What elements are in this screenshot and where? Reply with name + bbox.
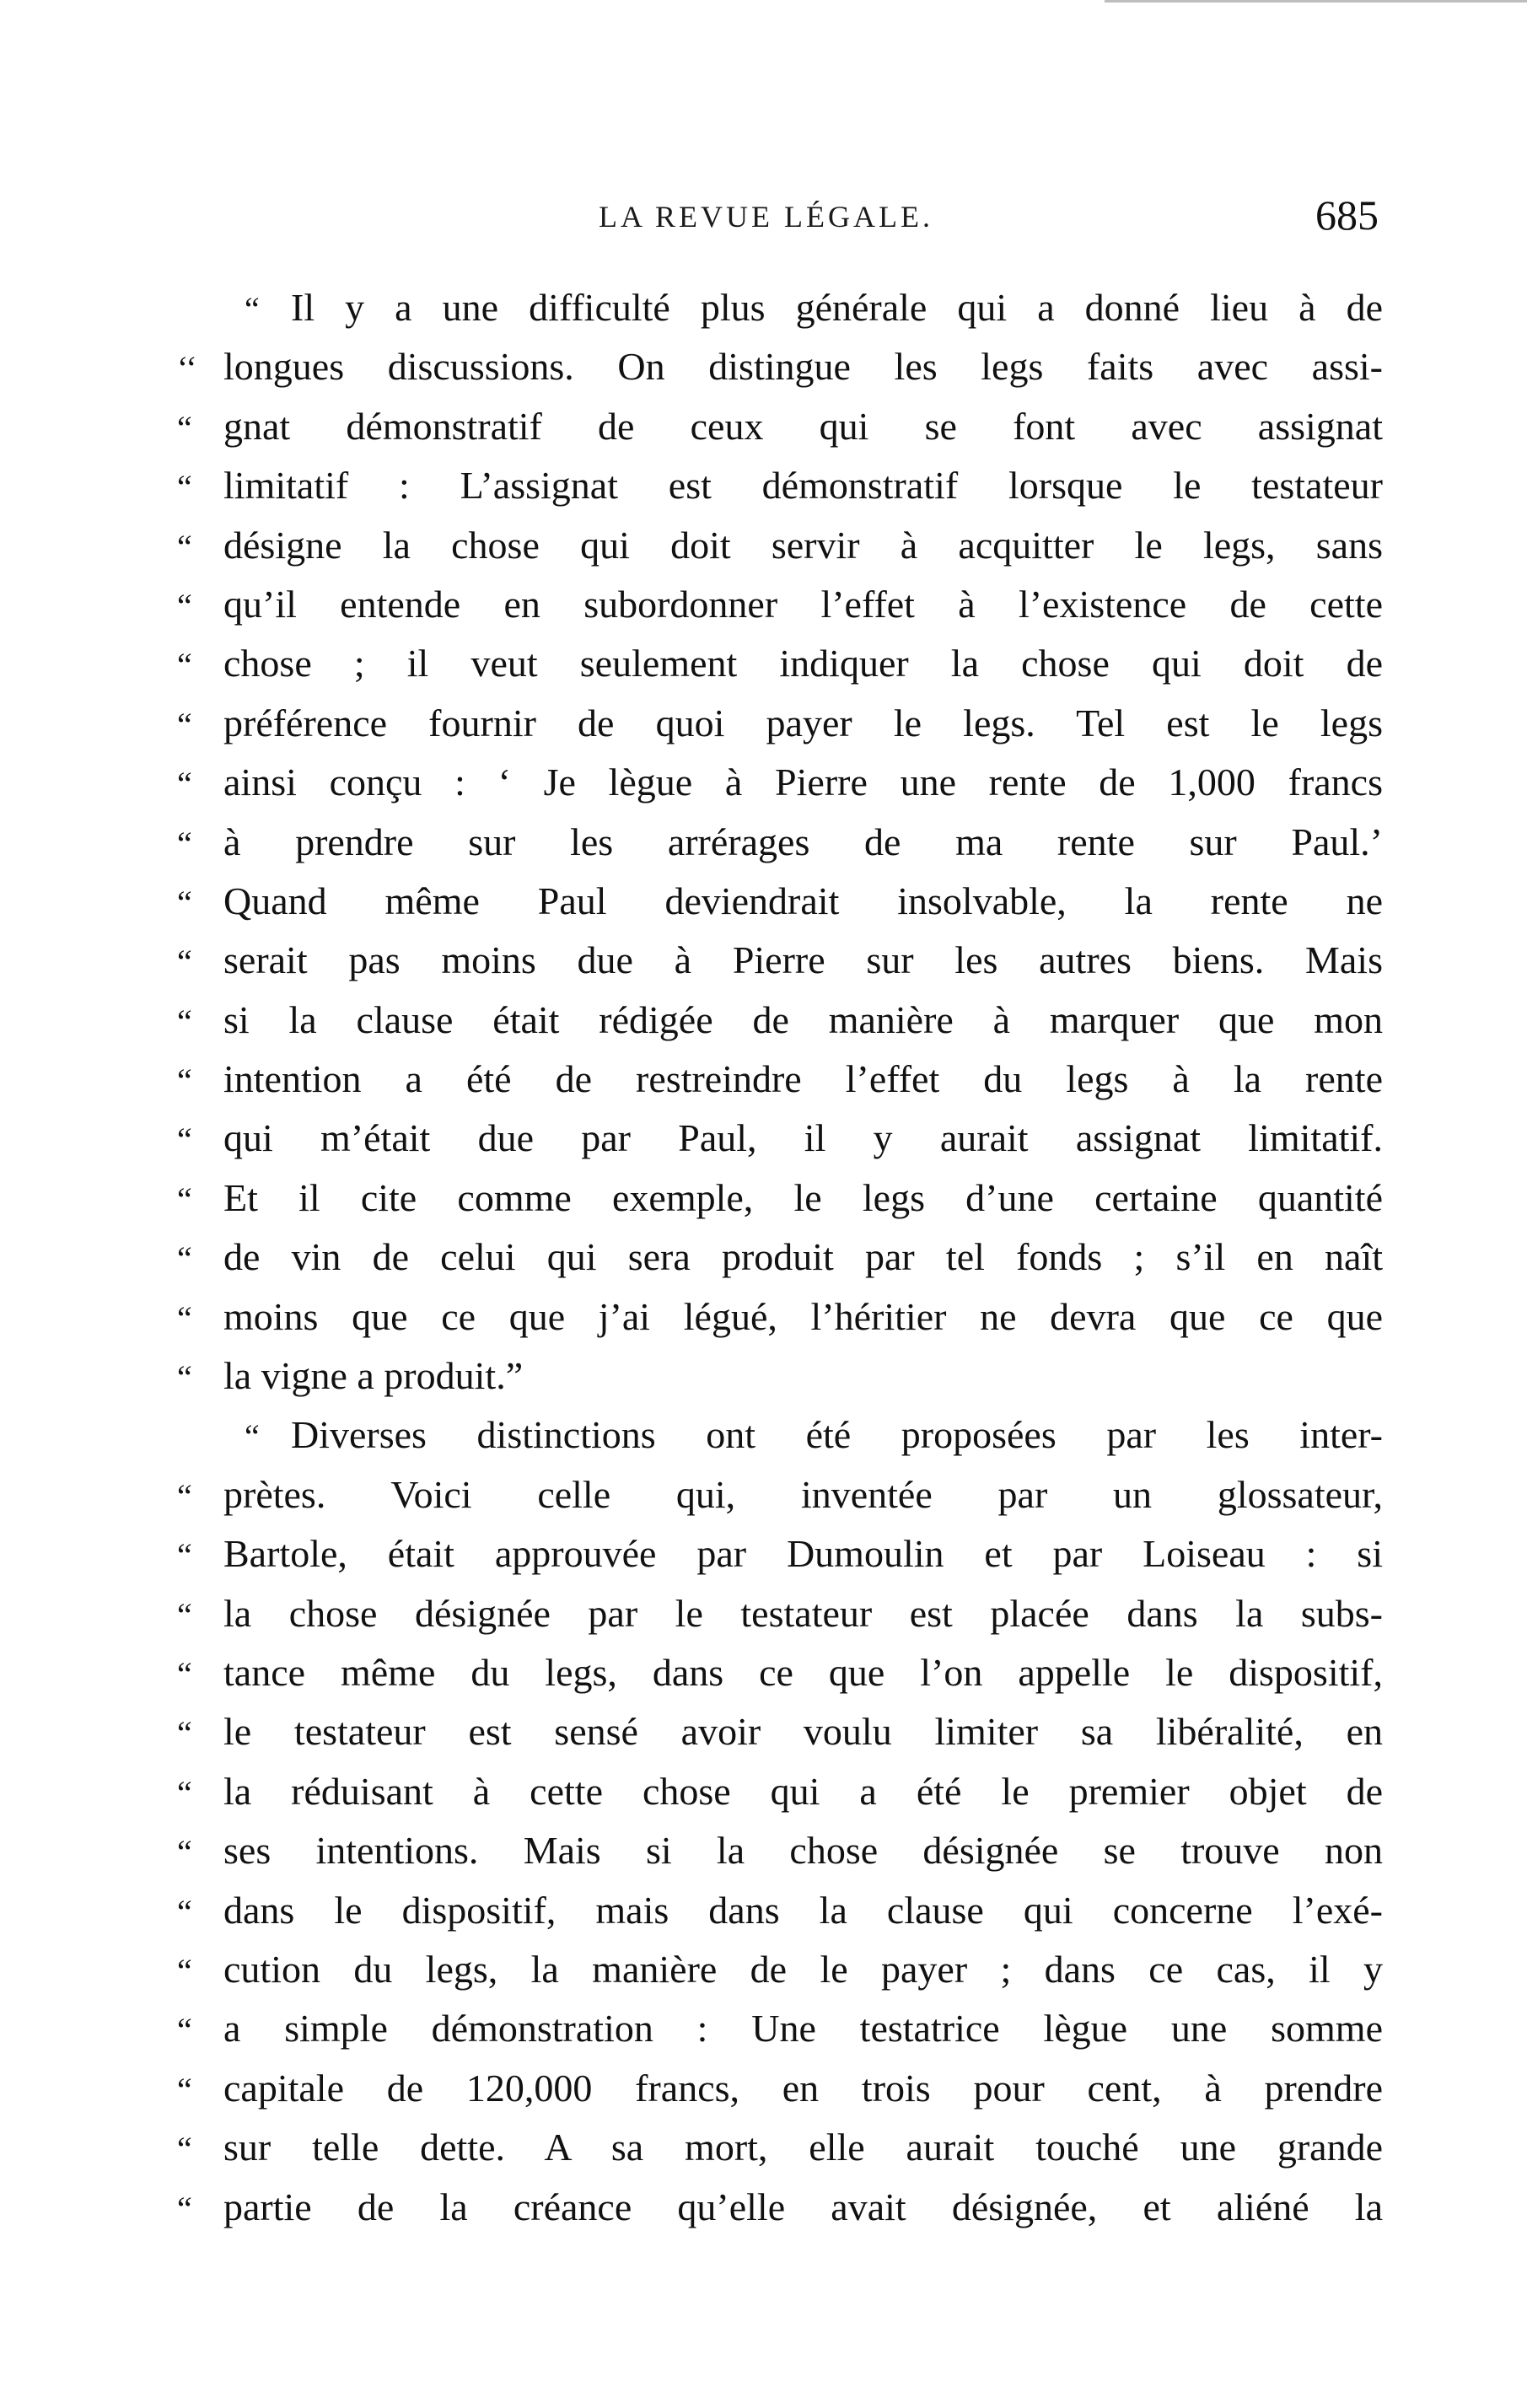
text-line xyxy=(177,1762,1383,1821)
text-line xyxy=(177,872,1383,931)
text-line xyxy=(177,575,1383,634)
running-head-title: LA REVUE LÉGALE. xyxy=(599,200,933,234)
text-line xyxy=(177,1702,1383,1761)
quote-mark: “ xyxy=(177,408,192,447)
line-text: limitatif : L’assignat est démonstratif lorsque le testateur xyxy=(223,464,1383,508)
quote-mark: “ xyxy=(177,1833,192,1872)
quote-mark: “ xyxy=(177,1358,192,1397)
text-line xyxy=(177,1169,1383,1228)
text-line xyxy=(177,1228,1383,1287)
line-text: si la clause était rédigée de manière à marquer que mon xyxy=(223,997,1383,1041)
text-line xyxy=(177,2118,1383,2177)
line-text: moins que ce que j’ai légué, l’héritier ne devra que ce que xyxy=(223,1294,1383,1338)
line-text: à prendre sur les arrérages de ma rente sur Paul.’ xyxy=(223,820,1383,863)
text-line xyxy=(177,813,1383,872)
quote-mark: “ xyxy=(177,1298,192,1337)
text-line xyxy=(177,1050,1383,1109)
text-line xyxy=(177,1406,1383,1465)
line-text: Il y a une difficulté plus générale qui a donné lieu à de xyxy=(291,286,1383,329)
line-text: la réduisant à cette chose qui a été le premier objet de xyxy=(223,1769,1383,1813)
line-text: sur telle dette. A sa mort, elle aurait touché une grande xyxy=(223,2126,1383,2169)
text-line xyxy=(177,694,1383,753)
quote-mark: “ xyxy=(177,1595,192,1634)
line-text: de vin de celui qui sera produit par tel fonds ; s’il en naît xyxy=(223,1235,1383,1279)
text-line xyxy=(177,1584,1383,1643)
line-text: ainsi conçu : ‘ Je lègue à Pierre une rente de 1,000 francs xyxy=(223,761,1383,804)
text-line xyxy=(177,278,1383,337)
page-number: 685 xyxy=(1315,191,1379,239)
line-text: ses intentions. Mais si la chose désignée se trouve non xyxy=(223,1829,1383,1873)
line-text: le testateur est sensé avoir voulu limiter sa libéralité, en xyxy=(223,1710,1383,1754)
text-line xyxy=(177,1940,1383,1999)
quote-mark: “ xyxy=(177,943,192,981)
line-text: capitale de 120,000 francs, en trois pour cent, à prendre xyxy=(223,2066,1383,2110)
line-text: prètes. Voici celle qui, inventée par un glossateur, xyxy=(223,1472,1383,1516)
line-text: qui m’était due par Paul, il y aurait assignat limitatif. xyxy=(223,1116,1383,1160)
quote-mark: “ xyxy=(177,1180,192,1218)
line-text: gnat démonstratif de ceux qui se font avec assignat xyxy=(223,404,1383,448)
text-line xyxy=(177,634,1383,693)
quote-mark: “ xyxy=(177,2011,192,2050)
quote-mark: “ xyxy=(177,1002,192,1040)
text-line xyxy=(177,1881,1383,1940)
line-text: la vigne a produit.” xyxy=(223,1354,524,1398)
line-text: tance même du legs, dans ce que l’on appelle le dispositif, xyxy=(223,1650,1383,1694)
text-line xyxy=(177,931,1383,990)
line-text: intention a été de restreindre l’effet du legs à la rente xyxy=(223,1057,1383,1101)
line-text: préférence fournir de quoi payer le legs. Tel est le legs xyxy=(223,701,1383,744)
text-line xyxy=(177,2178,1383,2237)
line-text: dans le dispositif, mais dans la clause qui concerne l’exé- xyxy=(223,1888,1383,1932)
line-text: a simple démonstration : Une testatrice lègue une somme xyxy=(223,2007,1383,2051)
quote-mark: “ xyxy=(177,1536,192,1575)
line-text: Bartole, était approuvée par Dumoulin et par Loiseau : si xyxy=(223,1532,1383,1576)
text-line xyxy=(177,2059,1383,2118)
quote-mark: “ xyxy=(177,1773,192,1812)
text-body xyxy=(177,278,1383,2237)
quote-mark: “ xyxy=(177,1951,192,1990)
text-line xyxy=(177,1999,1383,2058)
text-line xyxy=(177,1821,1383,1880)
quote-mark: “ xyxy=(177,646,192,685)
text-line xyxy=(177,456,1383,515)
quote-mark: “ xyxy=(177,1714,192,1753)
text-line xyxy=(177,1287,1383,1346)
line-text: désigne la chose qui doit servir à acquitter le legs, sans xyxy=(223,523,1383,567)
line-text: chose ; il veut seulement indiquer la chose qui doit de xyxy=(223,642,1383,685)
text-line xyxy=(177,1346,1383,1406)
quote-mark: “ xyxy=(177,1476,192,1515)
quote-mark: ‘‘ xyxy=(177,349,197,388)
text-line xyxy=(177,337,1383,396)
quote-mark: “ xyxy=(245,290,260,328)
text-line xyxy=(177,1643,1383,1702)
text-line xyxy=(177,516,1383,575)
text-line xyxy=(177,1465,1383,1524)
running-head xyxy=(169,191,1387,250)
text-line xyxy=(177,753,1383,812)
line-text: la chose désignée par le testateur est placée dans la subs- xyxy=(223,1591,1383,1635)
quote-mark: “ xyxy=(177,468,192,507)
quote-mark: “ xyxy=(177,2130,192,2169)
quote-mark: “ xyxy=(177,1121,192,1159)
quote-mark: “ xyxy=(177,824,192,863)
quote-mark: “ xyxy=(177,705,192,744)
quote-mark: “ xyxy=(177,2070,192,2109)
text-line xyxy=(177,991,1383,1050)
quote-mark: “ xyxy=(177,2189,192,2228)
line-text: Quand même Paul deviendrait insolvable, la rente ne xyxy=(223,879,1383,922)
quote-mark: “ xyxy=(177,765,192,804)
line-text: cution du legs, la manière de le payer ; dans ce cas, il y xyxy=(223,1947,1383,1991)
line-text: partie de la créance qu’elle avait désignée, et aliéné la xyxy=(223,2185,1383,2228)
quote-mark: “ xyxy=(177,1892,192,1931)
quote-mark: “ xyxy=(177,883,192,922)
quote-mark: “ xyxy=(177,1654,192,1693)
quote-mark: “ xyxy=(245,1417,260,1456)
line-text: serait pas moins due à Pierre sur les autres biens. Mais xyxy=(223,938,1383,982)
line-text: longues discussions. On distingue les legs faits avec assi- xyxy=(223,345,1383,389)
quote-mark: “ xyxy=(177,527,192,566)
text-line xyxy=(177,397,1383,456)
line-text: Diverses distinctions ont été proposées par les inter- xyxy=(291,1413,1383,1457)
text-line xyxy=(177,1109,1383,1168)
text-line xyxy=(177,1524,1383,1583)
quote-mark: “ xyxy=(177,1239,192,1278)
quote-mark: “ xyxy=(177,586,192,625)
quote-mark: “ xyxy=(177,1062,192,1100)
line-text: qu’il entende en subordonner l’effet à l’existence de cette xyxy=(223,582,1383,626)
line-text: Et il cite comme exemple, le legs d’une certaine quantité xyxy=(223,1175,1383,1219)
